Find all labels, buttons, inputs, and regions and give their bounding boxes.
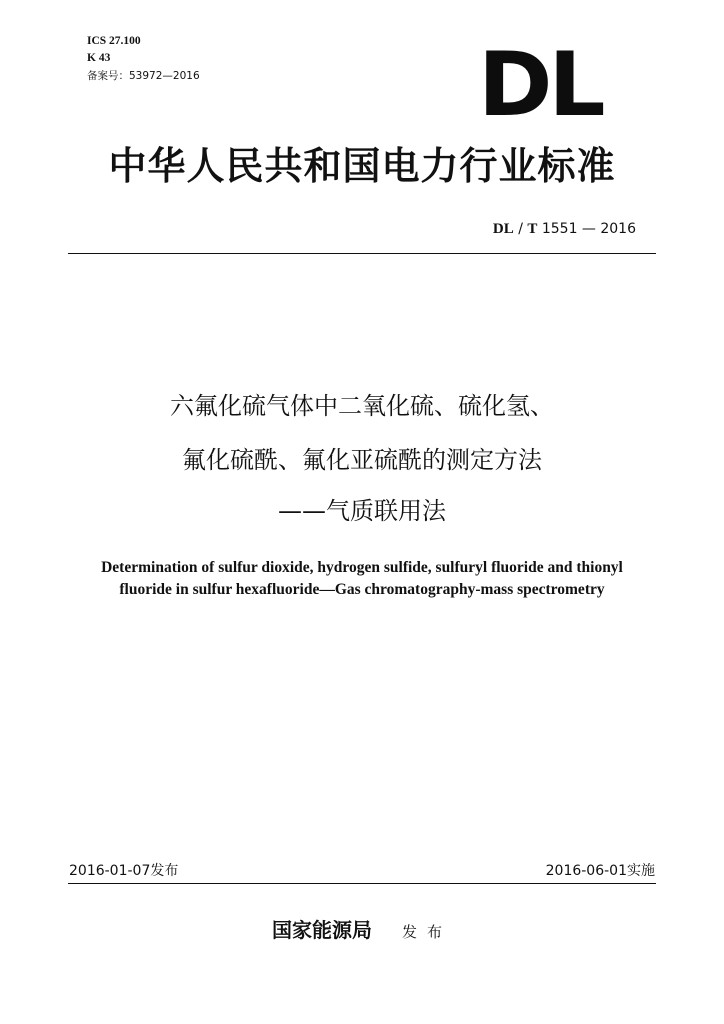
cn-title-line-2: 氟化硫酰、氟化亚硫酰的测定方法 <box>182 446 542 474</box>
top-divider <box>68 253 656 254</box>
ics-code: ICS 27.100 <box>87 35 141 47</box>
en-title-line-1: Determination of sulfur dioxide, hydrogen sulfide, sulfuryl fluoride and thionyl <box>101 559 623 576</box>
publish-date: 2016-01-07发布 <box>69 863 179 879</box>
standard-number <box>493 219 636 239</box>
category-code: K 43 <box>87 52 111 64</box>
issuer-name: 国家能源局 <box>271 918 372 942</box>
en-title-line-2: fluoride in sulfur hexafluoride—Gas chromatography-mass spectrometry <box>119 581 605 598</box>
cn-title-line-1: 六氟化硫气体中二氧化硫、硫化氢、 <box>170 392 554 420</box>
standard-number-t: T <box>527 221 538 237</box>
bottom-divider <box>68 883 656 884</box>
standard-number-prefix: DL <box>492 221 514 237</box>
filing-number: 备案号：53972—2016 <box>87 70 200 82</box>
effective-date: 2016-06-01实施 <box>545 863 655 879</box>
standard-number-sep: / <box>513 221 528 237</box>
issuer-action: 发布 <box>401 923 452 941</box>
standard-number-rest: 1551 — 2016 <box>537 221 636 237</box>
dl-logo: DL <box>478 33 602 136</box>
cn-title-line-3: ——气质联用法 <box>278 497 446 525</box>
issuer-block <box>0 916 724 946</box>
standard-title: 中华人民共和国电力行业标准 <box>108 143 616 188</box>
